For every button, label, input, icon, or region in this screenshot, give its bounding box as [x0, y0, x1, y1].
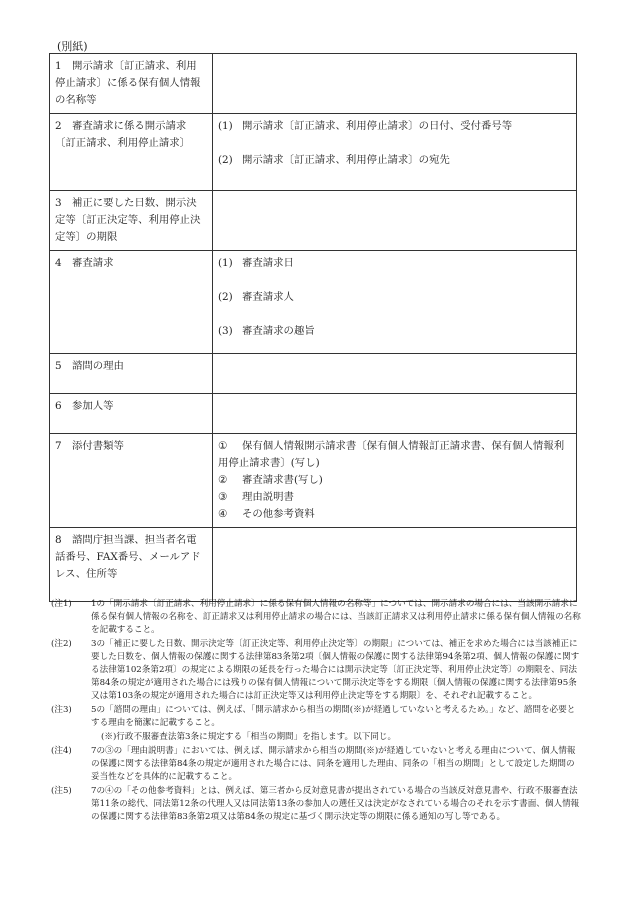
form-table: [49, 53, 577, 602]
item-text: 開示請求〔訂正請求、利用停止請求〕の宛先: [242, 154, 450, 166]
row-label: [50, 354, 213, 394]
note-item: [51, 638, 581, 703]
row-number: 2: [55, 120, 62, 132]
row-content: [213, 251, 577, 354]
row-content: [213, 434, 577, 528]
row-content: [213, 528, 577, 602]
item-mark: (2): [218, 291, 233, 303]
row-label: [50, 528, 213, 602]
row-label: [50, 54, 213, 114]
item-text: 審査請求日: [242, 257, 294, 269]
note-label: (注2): [51, 639, 72, 649]
note-footnote: [51, 731, 581, 744]
list-item: [218, 489, 571, 506]
note-label: (注4): [51, 746, 72, 756]
item-text: その他参考資料: [242, 508, 315, 520]
row-number: 1: [55, 60, 62, 72]
row-label-text: 参加人等: [72, 400, 114, 412]
row-label: [50, 434, 213, 528]
note-text: 7の④の「その他参考資料」とは、例えば、第三者から反対意見書が提出されている場合の当該反対意見書や、行政不服審査法第11条の総代、同法第12条の代理人又は同法第13条の参加人の選任又は決定がなされている場合のそれを示す書面、個人情報の保護に関する法律第83条第2項又は第84条の規定に基づく開示決定等の期限に係る通知の写し等である。: [91, 786, 580, 822]
note-label: (注5): [51, 786, 72, 796]
row-label: [50, 114, 213, 191]
item-mark: ①: [218, 440, 228, 452]
row-label-text: 添付書類等: [72, 440, 124, 452]
row-number: 7: [55, 440, 62, 452]
row-number: 6: [55, 400, 62, 412]
row-label-text: 補正に要した日数、開示決定等〔訂正決定等、利用停止決定等〕の期限: [55, 197, 201, 243]
note-label: (注1): [51, 599, 72, 609]
item-mark: ②: [218, 474, 228, 486]
row-label-text: 審査請求に係る開示請求〔訂正請求、利用停止請求〕: [55, 120, 191, 149]
item-mark: (1): [218, 257, 233, 269]
item-text: 理由説明書: [242, 491, 294, 503]
item-text: 審査請求人: [242, 291, 294, 303]
list-item: [218, 255, 571, 272]
table-row: [50, 354, 577, 394]
row-content: [213, 54, 577, 114]
item-text: 審査請求の趣旨: [242, 325, 315, 337]
item-mark: (2): [218, 154, 233, 166]
note-item: [51, 598, 581, 637]
list-item: [218, 323, 571, 340]
item-mark: ③: [218, 491, 228, 503]
note-item: [51, 785, 581, 824]
item-text: 保有個人情報開示請求書〔保有個人情報訂正請求書、保有個人情報利用停止請求書〕(写し): [218, 440, 565, 469]
row-content: [213, 394, 577, 434]
note-text: (※)行政不服審査法第3条に規定する「相当の期間」を指します。以下同じ。: [101, 732, 397, 742]
table-row: [50, 54, 577, 114]
table-row: [50, 114, 577, 191]
annex-heading: (別紙): [57, 40, 88, 53]
row-number: 3: [55, 197, 62, 209]
row-number: 4: [55, 257, 62, 269]
row-content: [213, 354, 577, 394]
row-label: [50, 394, 213, 434]
note-item: [51, 704, 581, 730]
row-number: 5: [55, 360, 62, 372]
item-text: 開示請求〔訂正請求、利用停止請求〕の日付、受付番号等: [242, 120, 513, 132]
notes-section: [51, 598, 581, 825]
note-text: 7の③の「理由説明書」においては、例えば、開示請求から相当の期間(※)が経過していないと考える理由について、個人情報の保護に関する法律第84条の規定が適用された場合には、同条を適用した理由、同条の「相当の期間」として設定した期間の妥当性などを具体的に記載すること。: [91, 746, 576, 782]
list-item: [218, 152, 571, 169]
row-label-text: 審査請求: [72, 257, 114, 269]
item-mark: ④: [218, 508, 228, 520]
note-label: (注3): [51, 705, 72, 715]
item-mark: (1): [218, 120, 233, 132]
item-mark: (3): [218, 325, 233, 337]
row-label-text: 諮問庁担当課、担当者名電話番号、FAX番号、メールアドレス、住所等: [55, 534, 201, 580]
list-item: [218, 506, 571, 523]
table-row: [50, 394, 577, 434]
table-row: [50, 528, 577, 602]
row-label: [50, 191, 213, 251]
table-row: [50, 251, 577, 354]
note-text: 3の「補正に要した日数、開示決定等〔訂正決定等、利用停止決定等〕の期限」については、補正を求めた場合には当該補正に要した日数を、個人情報の保護に関する法律第83条第2項〔個人情報の保護に関する法律第94条第2項、個人情報の保護に関する法律第102条第2項〕の規定による期限の延長を行った場合には開示決定等〔訂正決定等、利用停止決定等〕の期限を、同法第84条の規定が適用された場合には残りの保有個人情報について開示決定等をする期限〔個人情報の保護に関する法律第95条又は第103条の規定が適用された場合には訂正決定等又は利用停止決定等をする期限〕を、それぞれ記載すること。: [91, 639, 580, 701]
table-row: [50, 434, 577, 528]
list-item: [218, 438, 571, 472]
row-content: [213, 191, 577, 251]
row-content: [213, 114, 577, 191]
table-row: [50, 191, 577, 251]
note-text: 1の「開示請求〔訂正請求、利用停止請求〕に係る保有個人情報の名称等」については、開示請求の場合には、当該開示請求に係る保有個人情報の名称を、訂正請求又は利用停止請求の場合には、当該訂正請求又は利用停止請求に係る保有個人情報の名称を記載すること。: [91, 599, 581, 635]
note-item: [51, 745, 581, 784]
row-label: [50, 251, 213, 354]
list-item: [218, 118, 571, 135]
row-number: 8: [55, 534, 62, 546]
row-label-text: 開示請求〔訂正請求、利用停止請求〕に係る保有個人情報の名称等: [55, 60, 201, 106]
list-item: [218, 472, 571, 489]
item-text: 審査請求書(写し): [242, 474, 323, 486]
row-label-text: 諮問の理由: [72, 360, 124, 372]
list-item: [218, 289, 571, 306]
note-text: 5の「諮問の理由」については、例えば、「開示請求から相当の期間(※)が経過していないと考えるため。」など、諮問を必要とする理由を簡潔に記載すること。: [91, 705, 576, 728]
